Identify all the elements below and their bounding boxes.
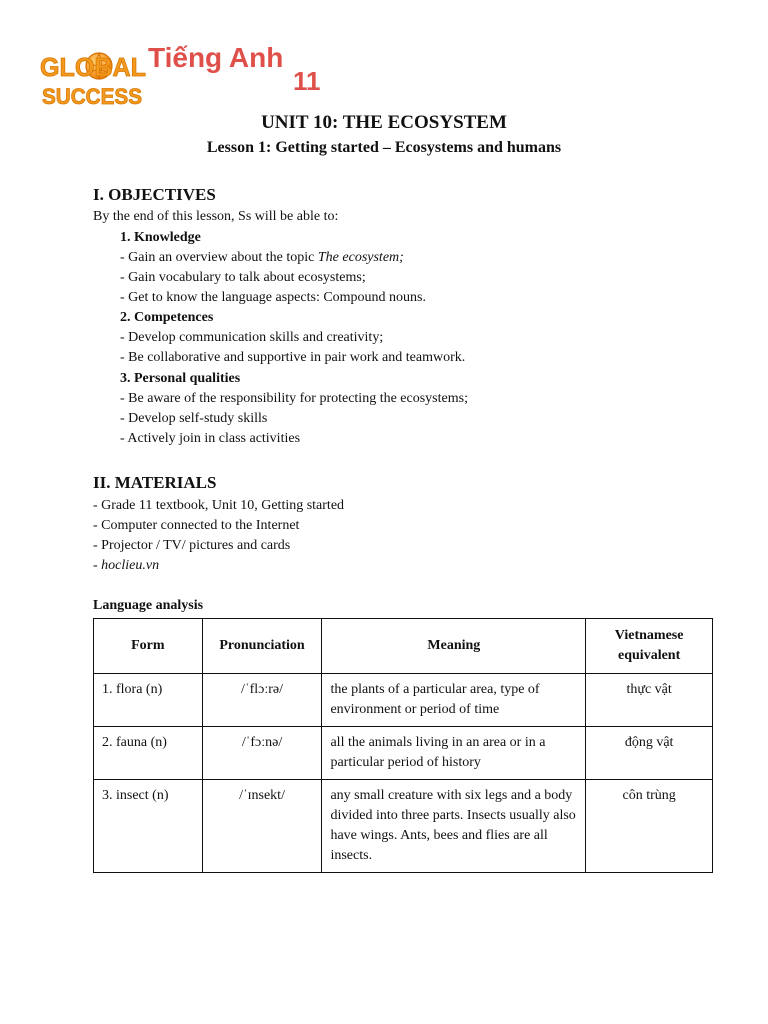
qualities-item-1: - Be aware of the responsibility for protecting the ecosystems; — [120, 391, 468, 406]
header-form: Form — [94, 619, 203, 674]
global-success-wordmark — [38, 46, 148, 110]
header-vietnamese: Vietnamese equivalent — [586, 619, 713, 674]
cell-vietnamese: động vật — [586, 727, 713, 780]
lesson-title: Lesson 1: Getting started – Ecosystems and humans — [206, 139, 562, 156]
competences-item-2: - Be collaborative and supportive in pair work and teamwork. — [120, 350, 466, 365]
cell-pronunciation: /ˈflɔːrə/ — [202, 674, 322, 727]
cell-vietnamese: côn trùng — [586, 780, 713, 873]
header-pronunciation: Pronunciation — [202, 619, 322, 674]
cell-meaning: any small creature with six legs and a body divided into three parts. Insects usually also have wings. Ants, bees and flies are all insects. — [322, 780, 586, 873]
cell-form: 3. insect (n) — [94, 780, 203, 873]
cell-form: 1. flora (n) — [94, 674, 203, 727]
qualities-item-3: - Actively join in class activities — [120, 431, 301, 446]
objectives-intro: By the end of this lesson, Ss will be able to: — [93, 209, 339, 224]
brand-top-text: GLOBAL — [40, 52, 147, 82]
cell-pronunciation: /ˈɪnsekt/ — [202, 780, 322, 873]
language-analysis-heading: Language analysis — [93, 598, 204, 613]
materials-item-4 — [93, 557, 159, 575]
competences-item-1: - Develop communication skills and creativity; — [120, 330, 384, 345]
competences-heading: 2. Competences — [120, 310, 214, 325]
table-row — [94, 674, 713, 727]
knowledge-item-1-text: - Gain an overview about the topic — [120, 250, 318, 265]
global-success-logo — [38, 42, 321, 110]
knowledge-heading: 1. Knowledge — [120, 230, 201, 245]
knowledge-item-3: - Get to know the language aspects: Compound nouns. — [120, 290, 427, 305]
materials-item-3: - Projector / TV/ pictures and cards — [93, 538, 291, 553]
cell-form: 2. fauna (n) — [94, 727, 203, 780]
language-analysis-table — [93, 618, 713, 873]
knowledge-item-1 — [120, 249, 404, 267]
cell-pronunciation: /ˈfɔːnə/ — [202, 727, 322, 780]
materials-item-1: - Grade 11 textbook, Unit 10, Getting started — [93, 498, 345, 513]
unit-title: UNIT 10: THE ECOSYSTEM — [261, 112, 507, 133]
materials-heading: II. MATERIALS — [93, 473, 217, 492]
cell-vietnamese: thực vật — [586, 674, 713, 727]
qualities-heading: 3. Personal qualities — [120, 371, 241, 386]
cell-meaning: all the animals living in an area or in a particular period of history — [322, 727, 586, 780]
logo-grade-text: 11 — [293, 66, 321, 96]
brand-bottom-text: SUCCESS — [42, 84, 142, 109]
materials-item-4-dash: - — [93, 558, 102, 573]
table-header-row — [94, 619, 713, 674]
table-row — [94, 780, 713, 873]
qualities-item-2: - Develop self-study skills — [120, 411, 268, 426]
logo-subtitle-text: Tiếng Anh — [148, 42, 284, 73]
hoclieu-link[interactable]: hoclieu.vn — [101, 558, 160, 573]
header-meaning: Meaning — [322, 619, 586, 674]
table-row — [94, 727, 713, 780]
knowledge-item-1-topic: The ecosystem; — [317, 250, 404, 265]
logo-subtitle — [148, 42, 321, 96]
cell-meaning: the plants of a particular area, type of environment or period of time — [322, 674, 586, 727]
knowledge-item-2: - Gain vocabulary to talk about ecosystems; — [120, 270, 366, 285]
materials-item-2: - Computer connected to the Internet — [93, 518, 300, 533]
objectives-heading: I. OBJECTIVES — [93, 185, 216, 204]
